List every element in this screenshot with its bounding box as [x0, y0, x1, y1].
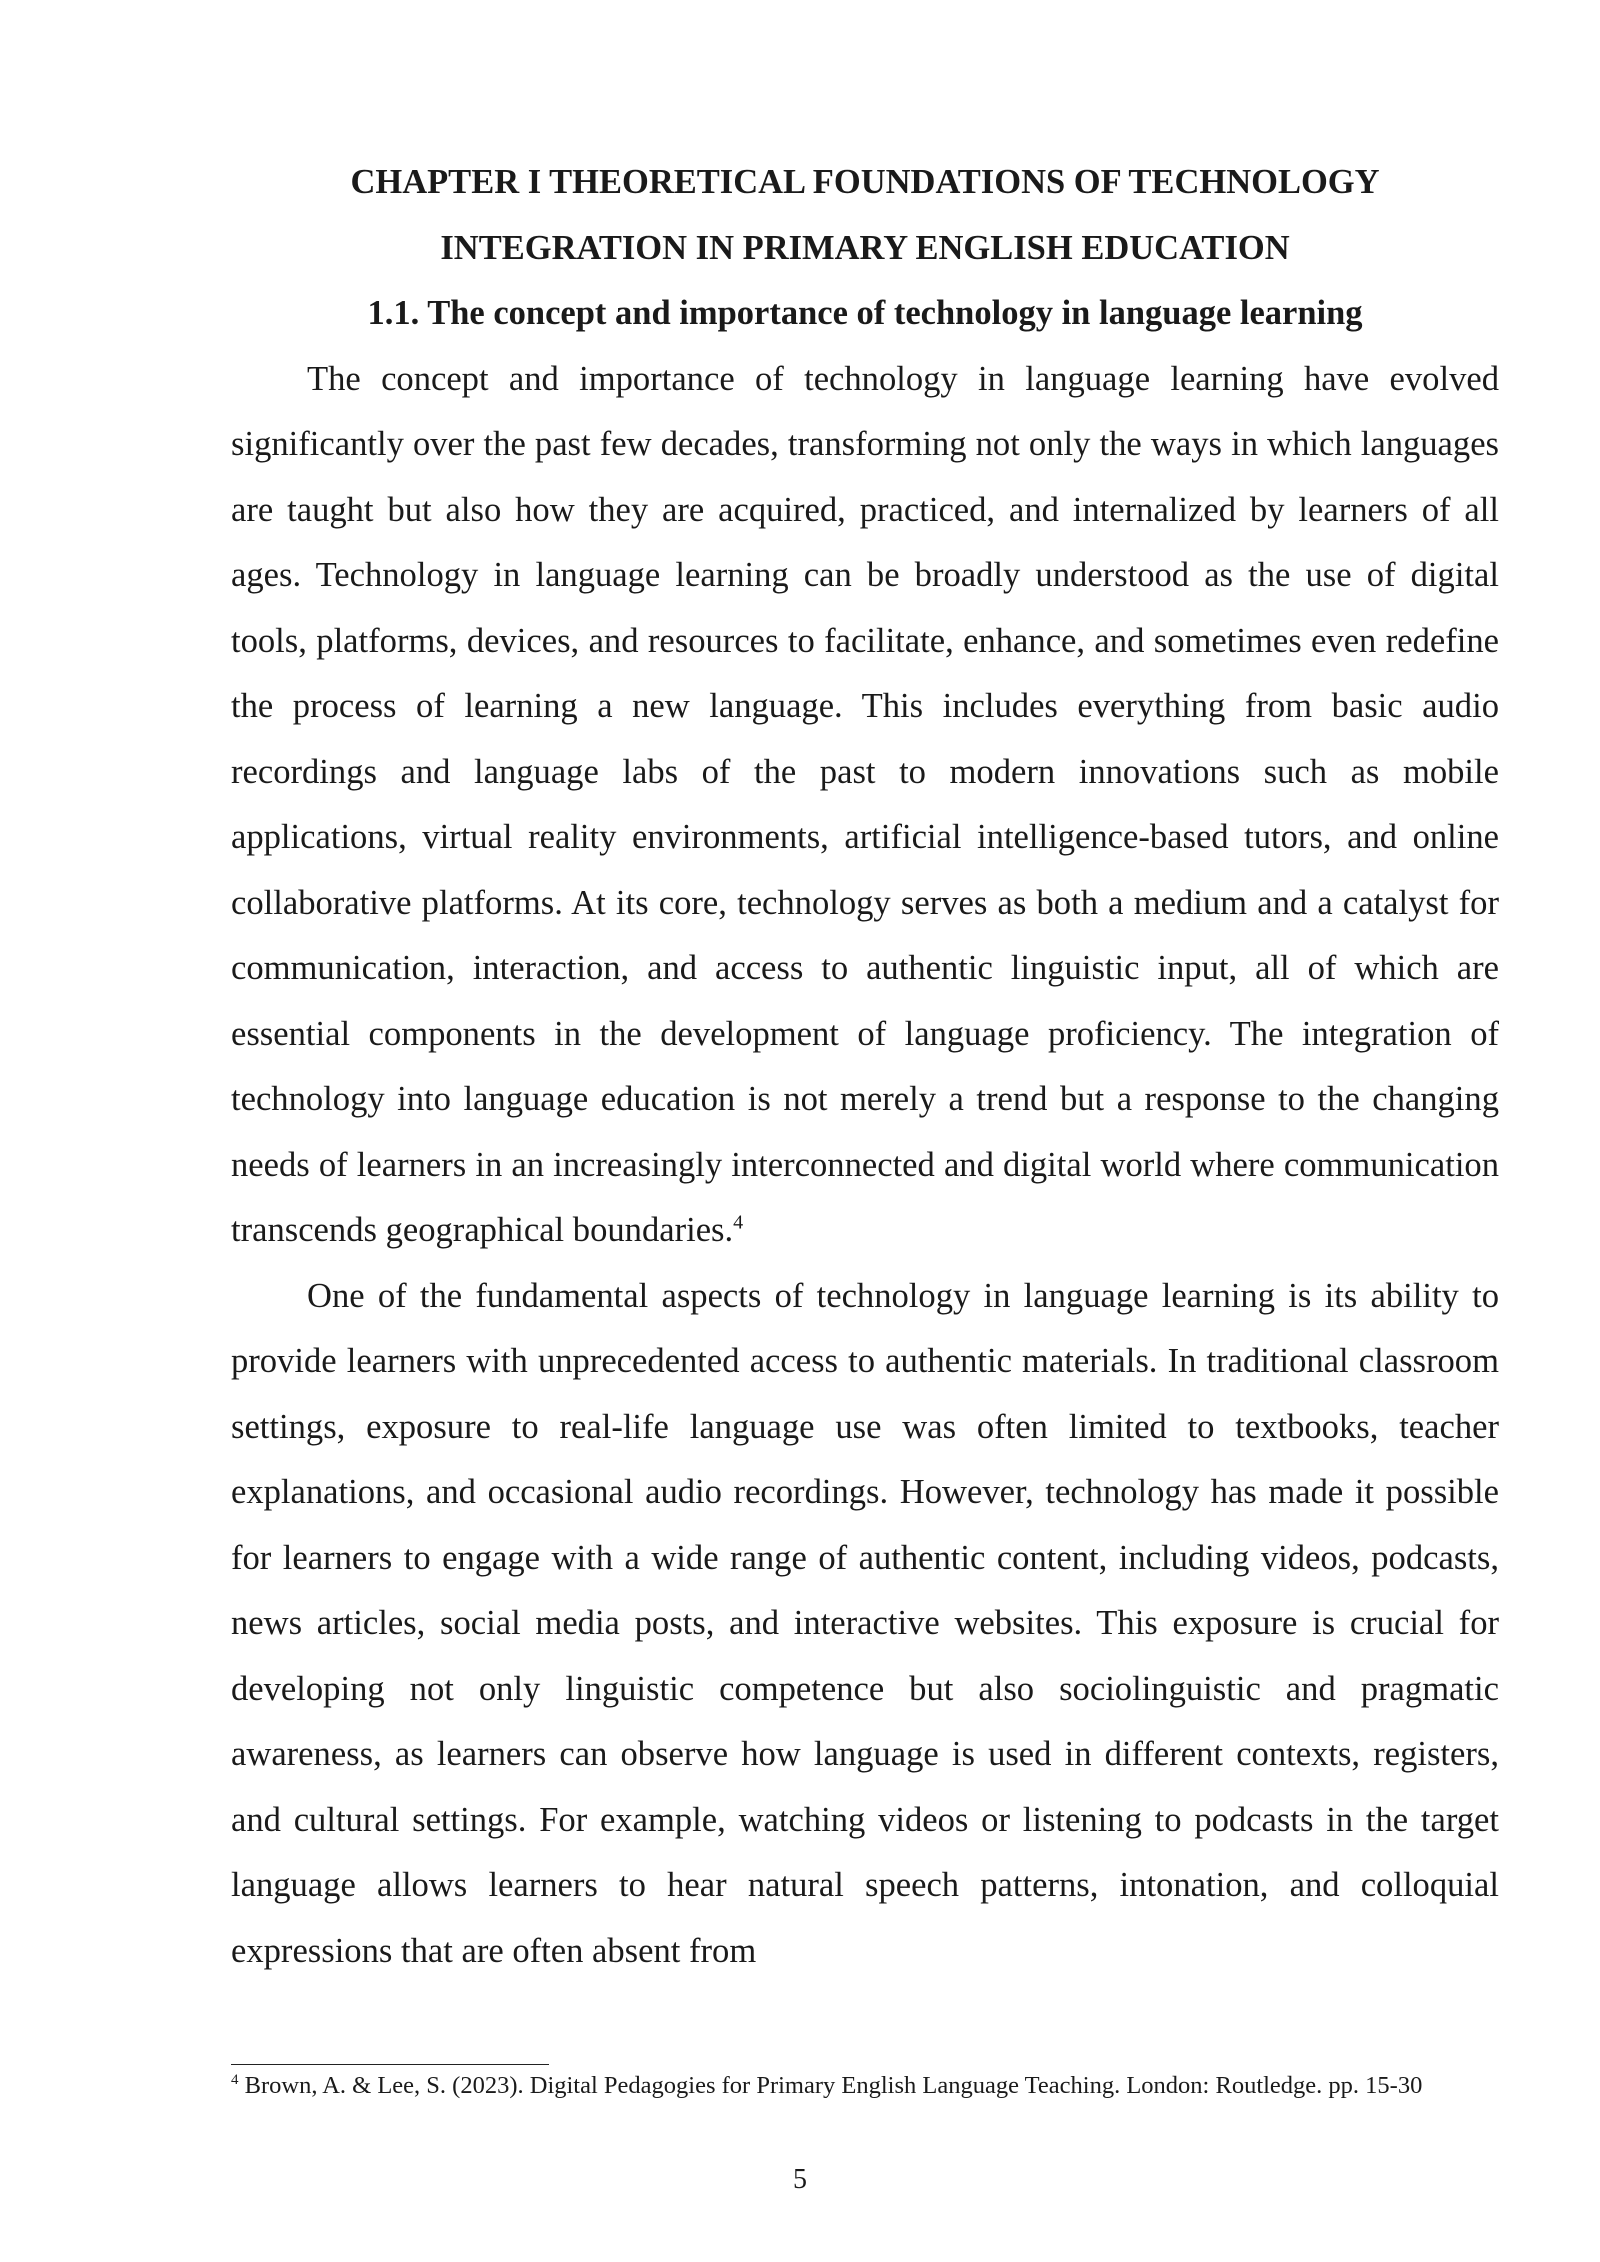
body-paragraph-1: [231, 347, 1499, 1264]
paragraph-1-text: The concept and importance of technology in language learning have evolved significantly over the past few decades, transforming not only the ways in which languages are taught but also how they are acquired, practiced, and internalized by learners of all ages. Technology in language learning can be broadly understood as the use of digital tools, platforms, devices, and resources to facilitate, enhance, and sometimes even redefine the process of learning a new language. This includes everything from basic audio recordings and language labs of the past to modern innovations such as mobile applications, virtual reality environments, artificial intelligence-based tutors, and online collaborative platforms. At its core, technology serves as both a medium and a catalyst for communication, interaction, and access to authentic linguistic input, all of which are essential components in the development of language proficiency. The integration of technology into language education is not merely a trend but a response to the changing needs of learners in an increasingly interconnected and digital world where communication transcends geographical boundaries.: [231, 359, 1499, 1249]
footnote-text: Brown, A. & Lee, S. (2023). Digital Pedagogies for Primary English Language Teaching. London: Routledge. pp. 15-30: [238, 2072, 1423, 2099]
chapter-title: [231, 150, 1499, 281]
section-title: 1.1. The concept and importance of technology in language learning: [367, 294, 1363, 332]
footnote-marker: 4: [231, 2071, 239, 2088]
page-number: 5: [793, 2164, 807, 2195]
chapter-title-line-2: INTEGRATION IN PRIMARY ENGLISH EDUCATION: [440, 228, 1290, 267]
chapter-title-line-1: CHAPTER I THEORETICAL FOUNDATIONS OF TECHNOLOGY: [350, 163, 1380, 201]
paragraph-2-text: One of the fundamental aspects of technology in language learning is its ability to provide learners with unprecedented access to authentic materials. In traditional classroom settings, exposure to real-life language use was often limited to textbooks, teacher explanations, and occasional audio recordings. However, technology has made it possible for learners to engage with a wide range of authentic content, including videos, podcasts, news articles, social media posts, and interactive websites. This exposure is crucial for developing not only linguistic competence but also sociolinguistic and pragmatic awareness, as learners can observe how language is used in different contexts, registers, and cultural settings. For example, watching videos or listening to podcasts in the target language allows learners to hear natural speech patterns, intonation, and colloquial expressions that are often absent from: [231, 1276, 1499, 1970]
footnote-separator: [231, 2064, 549, 2065]
footnote-reference[interactable]: 4: [733, 1211, 744, 1234]
footnote: [231, 2070, 1499, 2101]
page-body: [231, 150, 1499, 1984]
body-paragraph-2: [231, 1264, 1499, 1985]
